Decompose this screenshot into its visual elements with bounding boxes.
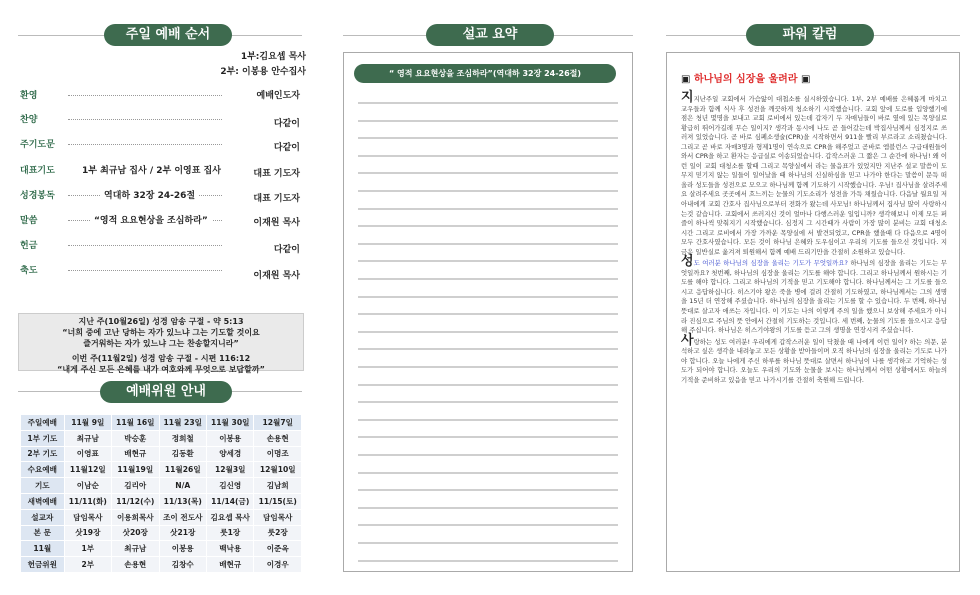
note-line xyxy=(358,560,618,562)
note-line xyxy=(358,225,618,227)
order-detail: 1부 최규남 집사 / 2부 이영표 집사 xyxy=(78,163,225,176)
note-line xyxy=(358,472,618,474)
committee-row-label: 본 문 xyxy=(21,525,65,541)
column-highlight: 도 여러분 하나님의 심장을 울리는 기도가 무엇일까요? xyxy=(693,259,848,268)
order-label: 말씀 xyxy=(20,216,38,226)
committee-cell: 이봉용 xyxy=(206,430,253,446)
committee-cell: 12월3일 xyxy=(206,462,253,478)
committee-cell: 이준옥 xyxy=(254,541,302,557)
order-detail: 역대하 32장 24-26절 xyxy=(100,188,199,201)
committee-row xyxy=(21,446,302,462)
officiant-1: 1부:김요셉 목사 xyxy=(240,52,306,62)
committee-row xyxy=(21,509,302,525)
column-title xyxy=(681,70,810,85)
committee-cell: 삿21장 xyxy=(159,525,206,541)
note-line xyxy=(358,489,618,491)
committee-cell: 11/13(목) xyxy=(159,493,206,509)
order-detail: “영적 요요현상을 조심하라” xyxy=(90,213,212,226)
order-label: 대표기도 xyxy=(20,166,55,176)
order-row-benediction xyxy=(20,263,300,279)
committee-cell: 11/11(화) xyxy=(64,493,111,509)
column-text: 지난주일 교회에서 가슴앓이 대첩소를 실시하였습니다. 1부, 2부 예배를 은혜롭게 마치고 교우들과 함께 식사 후 성전을 깨끗하게 청소하기 시작했습니다. 교회 앞에 도로를 입양했기에 점은 청년 몇명을 보내고 교회 로비에서 있는데 갑자기 두 자매님들이 바로 옆에 있는 목양실로 황급히 뛰어가길래 무슨 일이지? 생각과 동시에 나도 곧 들어갔는데 박집사님께서 심정지로 쓰러져 있었습니다. 곧 바로 심폐소생술(CPR)을 시작하면서 911을 빨리 부르라고 소리쳤습니다. 그리고 곧 바로 자매3명과 형제1명이 연속으로 CPR을 해주었고 곧바로 엠블런스 구급대원들이 와서 CPR을 하고 환자는 응급실로 이송되었습니다. 갑작스러운 그 짧은 그 순간에 하나님! 왜 이런 일이 교회 대청소를 할때 그리고 목양실에서 라는 물음표가 있었지만 지난주 설교 말씀이 도무지 믿기지 않는 일들이 일어났을 때 하나님의 신실하심을 믿고 나가야 한다는 말씀이 문득 떠올라 성도들을 성전으로 모으고 하나님께 함께 기도하기 시작했습니다. 우님! 집사님을 살려주세요 살려주세요 곳곳에서 흐느끼는 눈물의 기도소리가 성전을 가득 채웠습니다. 다음날 월요일 저 아내에게 교회 간호사 집사님으로부터 전화가 왔는데 사모님! 하나님께서 집사님 많이 사랑하시는것 같습니다. 교회에서 쓰러지신 것이 얼마나 다행스러운 일입니까? 생각해보니 이제 모든 퍼즐이 하나씩 맞춰지기 시작했습니다. 심정지 그 시간때가 사람이 가장 많이 분비는 교회 대청소시간 그리고 로비에서 가장 가까운 목양실에 서 발견되었고, CPR을 했을때 다 다음으로 4명이 모두 간호사였습니다. 모든 것이 하나님 은혜와 도우심이고 우리의 기도를 들으신 것입니다. 지금은 일반실로 옮겨져 퇴원해서 함께 예배 드리기만을 간절히 소원하고 있습니다. xyxy=(681,95,947,256)
committee-cell: 담임목사 xyxy=(64,509,111,525)
committee-cell: 삿20장 xyxy=(112,525,159,541)
order-label: 축도 xyxy=(20,266,38,276)
committee-row-label: 기도 xyxy=(21,478,65,494)
committee-cell: 배현규 xyxy=(112,446,159,462)
committee-cell: 11월12일 xyxy=(64,462,111,478)
committee-row-label: 수요예배 xyxy=(21,462,65,478)
committee-cell: 12월7일 xyxy=(254,415,302,431)
committee-row-label: 1부 기도 xyxy=(21,430,65,446)
order-leader: 이재원 목사 xyxy=(253,218,300,228)
note-line xyxy=(358,419,618,421)
note-line xyxy=(358,172,618,174)
sermon-title: “ 영적 요요현상을 조심하라”(역대하 32장 24-26절) xyxy=(354,64,616,83)
committee-cell: 12월10일 xyxy=(254,462,302,478)
note-line xyxy=(358,454,618,456)
order-label: 헌금 xyxy=(20,241,38,251)
committee-cell: 11월 23일 xyxy=(159,415,206,431)
note-line xyxy=(358,331,618,333)
note-line xyxy=(358,278,618,280)
note-line xyxy=(358,155,618,157)
committee-cell: 손용현 xyxy=(254,430,302,446)
square-bullet-icon: ▣ xyxy=(681,74,691,85)
committee-cell: 최규남 xyxy=(64,430,111,446)
committee-cell: 백낙용 xyxy=(206,541,253,557)
committee-cell: 정희철 xyxy=(159,430,206,446)
committee-row xyxy=(21,415,302,431)
verse-last-week-text-2: 즐거워하는 자가 있느냐 그는 찬송할지니라” xyxy=(83,339,239,348)
note-line xyxy=(358,260,618,262)
order-row-praise xyxy=(20,112,300,128)
committee-row-label: 새벽예배 xyxy=(21,493,65,509)
order-row-offering xyxy=(20,238,300,254)
drop-cap: 성 xyxy=(681,254,694,270)
committee-cell: 배현규 xyxy=(206,557,253,573)
committee-cell: 11/12(수) xyxy=(112,493,159,509)
order-row-reading xyxy=(20,188,300,204)
committee-cell: 김동환 xyxy=(159,446,206,462)
committee-cell: 이용희목사 xyxy=(112,509,159,525)
committee-row-label: 주일예배 xyxy=(21,415,65,431)
committee-row xyxy=(21,525,302,541)
verse-last-week-ref: 지난 주(10월26일) 성경 암송 구절 - 약 5:13 xyxy=(78,317,244,326)
committee-cell: 1부 xyxy=(64,541,111,557)
note-line xyxy=(358,524,618,526)
memory-verse-box xyxy=(18,313,304,374)
committee-cell: 11/15(토) xyxy=(254,493,302,509)
committee-cell: 11/14(금) xyxy=(206,493,253,509)
dotted-leader xyxy=(68,245,222,246)
note-line xyxy=(358,401,618,403)
committee-cell: 이경우 xyxy=(254,557,302,573)
committee-cell: 손용현 xyxy=(112,557,159,573)
committee-cell: 11월26일 xyxy=(159,462,206,478)
note-line xyxy=(358,208,618,210)
order-label: 찬양 xyxy=(20,115,38,125)
order-label: 환영 xyxy=(20,91,38,101)
committee-cell: 담임목사 xyxy=(254,509,302,525)
order-row-lords-prayer xyxy=(20,137,300,153)
column-paragraph-1 xyxy=(681,90,947,257)
column-text: 하나님의 심장을 울리는 기도는 무엇일까요? 첫번째, 하나님의 심장을 울리는 기도를 해야 합니다. 그리고 하나님께서 원하시는 기도를 해야 합니다. 그리고 하나님의 기적을 믿고 기도해야 합니다. 하나님께서는 그 기도를 들으시고 응답하십니다. 히스기야 왕은 죽을 병에 걸려 간절히 기도하였고, 하나님께서는 그의 생명을 15년 더 연장해 주셨습니다. 하나님의 심장을 울리는 기도를 할 수 있습니다. 두 번째, 하나님 뜻대로 살고자 애쓰는 자입니다. 이 기도는 나의 이렇게 주의 일을 했으니 보상해 주세요가 아니라 진심으로 주님의 뜻 안에서 간절히 기도하는 것입니다. 세 번째, 눈물의 기도를 들으시고 응답해 주십니다. 하나님은 히스기야왕의 기도를 듣고 그의 생명을 연장시켜 주셨습니다. xyxy=(681,259,947,335)
committee-cell: 11월 16일 xyxy=(112,415,159,431)
column-body xyxy=(681,90,947,385)
power-column-header: 파워 칼럼 xyxy=(746,24,874,46)
note-line xyxy=(358,542,618,544)
committee-row-label: 11월 xyxy=(21,541,65,557)
committee-table xyxy=(20,414,302,573)
committee-cell: 룻1장 xyxy=(206,525,253,541)
sermon-notes-panel xyxy=(343,52,633,572)
order-leader: 대표 기도자 xyxy=(253,194,300,204)
committee-cell: 삿19장 xyxy=(64,525,111,541)
note-line xyxy=(358,120,618,122)
committee-cell: 박승훈 xyxy=(112,430,159,446)
committee-cell: 김창수 xyxy=(159,557,206,573)
note-line xyxy=(358,137,618,139)
committee-row-label: 2부 기도 xyxy=(21,446,65,462)
column-paragraph-2 xyxy=(681,254,947,335)
committee-row xyxy=(21,557,302,573)
order-label: 주기도문 xyxy=(20,140,55,150)
note-line xyxy=(358,436,618,438)
square-bullet-icon: ▣ xyxy=(801,74,811,85)
worship-order-header: 주일 예배 순서 xyxy=(104,24,232,46)
committee-cell: 최규남 xyxy=(112,541,159,557)
worship-order-column xyxy=(0,0,320,595)
verse-this-week-text: “내게 주신 모든 은혜를 내가 여호와께 무엇으로 보답할까” xyxy=(57,365,265,374)
committee-cell: 11월 30일 xyxy=(206,415,253,431)
order-leader: 다같이 xyxy=(273,245,300,255)
column-text: 랑하는 성도 여러분! 우리에게 갑작스러운 일이 닥쳤을 때 나에게 이런 일이? 하는 의문, 분석하고 싶은 생각을 내려놓고 모든 상황을 받아들이며 오직 하나님의 심장을 울리는 기도로 나가야 합니다. 오늘 나에게 주신 하루를 하나님 뜻대로 살면서 하나님이 나를 생각하고 기억하는 성도가 되어야 합니다. 오늘도 우리의 기도와 눈물을 보시는 하나님께서 어떤 상황에서도 하늘의 기적을 준비하고 있음을 믿고 나가시기를 간절히 축원해 드립니다. xyxy=(681,337,947,384)
drop-cap: 사 xyxy=(681,332,694,348)
order-label: 성경봉독 xyxy=(20,191,55,201)
committee-cell: 룻2장 xyxy=(254,525,302,541)
committee-cell: 11월 9일 xyxy=(64,415,111,431)
note-line xyxy=(358,296,618,298)
committee-cell: 이명조 xyxy=(254,446,302,462)
note-line xyxy=(358,507,618,509)
note-line xyxy=(358,313,618,315)
order-row-prayer xyxy=(20,163,300,179)
committee-cell: 김남희 xyxy=(254,478,302,494)
committee-cell: N/A xyxy=(159,478,206,494)
order-leader: 이재원 목사 xyxy=(253,271,300,281)
committee-cell: 김리아 xyxy=(112,478,159,494)
committee-cell: 이영표 xyxy=(64,446,111,462)
committee-row xyxy=(21,541,302,557)
committee-cell: 2부 xyxy=(64,557,111,573)
committee-row xyxy=(21,462,302,478)
committee-row xyxy=(21,430,302,446)
order-leader: 대표 기도자 xyxy=(253,169,300,179)
committee-row xyxy=(21,493,302,509)
note-line xyxy=(358,366,618,368)
committee-row-label: 설교자 xyxy=(21,509,65,525)
dotted-leader xyxy=(68,119,222,120)
dotted-leader xyxy=(68,95,222,96)
power-column-panel xyxy=(666,52,960,572)
committee-cell: 11월19일 xyxy=(112,462,159,478)
officiant-2: 2부: 이봉용 안수집사 xyxy=(220,67,306,77)
note-line xyxy=(358,348,618,350)
committee-row-label: 헌금위원 xyxy=(21,557,65,573)
verse-this-week-ref: 이번 주(11월2일) 성경 암송 구절 - 시편 116:12 xyxy=(71,354,251,363)
note-line xyxy=(358,243,618,245)
dotted-leader xyxy=(68,270,222,271)
dotted-leader xyxy=(68,144,222,145)
note-line xyxy=(358,384,618,386)
order-row-welcome xyxy=(20,88,300,104)
column-title-text: 하나님의 심장을 울려라 xyxy=(693,74,798,85)
column-paragraph-3 xyxy=(681,332,947,386)
committee-cell: 이남순 xyxy=(64,478,111,494)
committee-cell: 이봉용 xyxy=(159,541,206,557)
verse-last-week-text-1: “너희 중에 고난 당하는 자가 있느냐 그는 기도할 것이요 xyxy=(62,328,260,337)
committee-row xyxy=(21,478,302,494)
committee-header: 예배위원 안내 xyxy=(100,381,232,403)
committee-cell: 김신영 xyxy=(206,478,253,494)
order-leader: 다같이 xyxy=(273,119,300,129)
order-row-sermon xyxy=(20,213,300,229)
committee-cell: 조이 전도사 xyxy=(159,509,206,525)
committee-cell: 양세경 xyxy=(206,446,253,462)
order-leader: 다같이 xyxy=(273,143,300,153)
note-line xyxy=(358,190,618,192)
sermon-summary-header: 설교 요약 xyxy=(426,24,554,46)
order-leader: 예배인도자 xyxy=(256,91,300,101)
note-line xyxy=(358,102,618,104)
drop-cap: 지 xyxy=(681,90,694,105)
committee-cell: 김요셉 목사 xyxy=(206,509,253,525)
